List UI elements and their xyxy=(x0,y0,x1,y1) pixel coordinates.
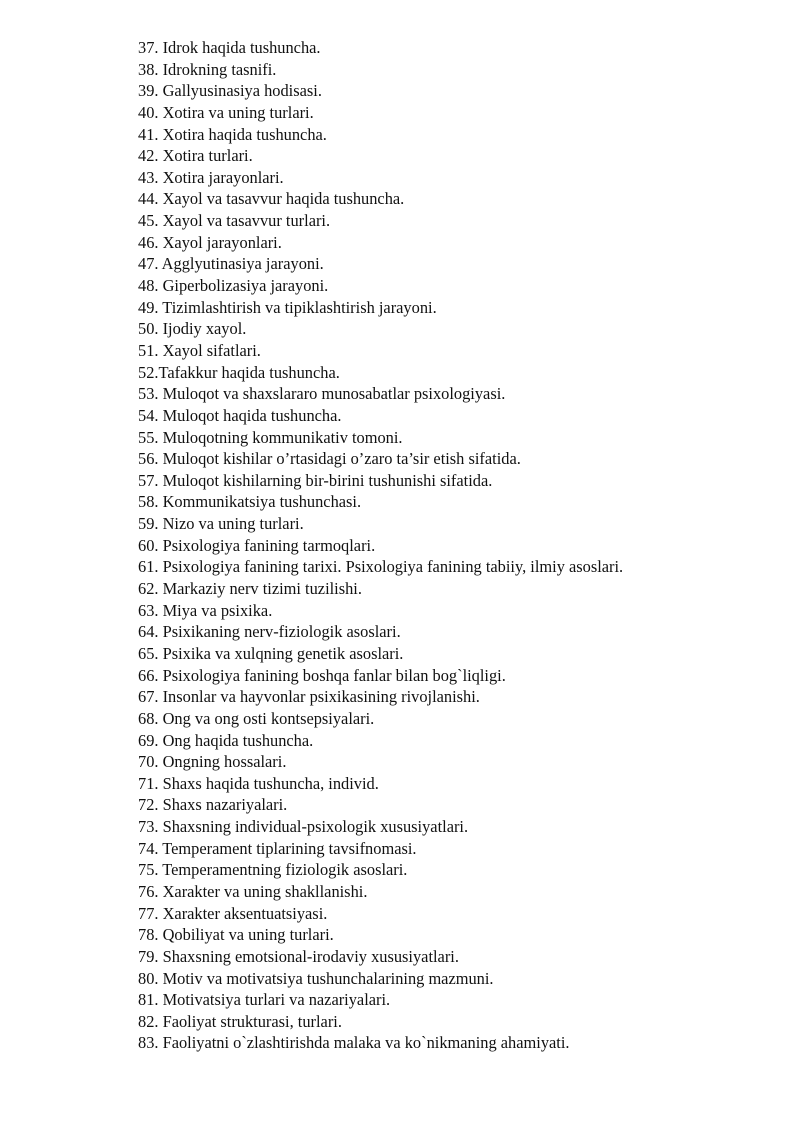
list-item: 44. Xayol va tasavvur haqida tushuncha. xyxy=(138,189,405,209)
list-item: 81. Motivatsiya turlari va nazariyalari. xyxy=(138,990,391,1010)
list-item: 37. Idrok haqida tushuncha. xyxy=(138,38,321,57)
list-item: 67. Insonlar va hayvonlar psixikasining rivojlanishi. xyxy=(138,687,480,707)
list-item: 72. Shaxs nazariyalari. xyxy=(138,795,288,815)
list-item: 78. Qobiliyat va uning turlari. xyxy=(138,925,334,945)
list-item: 43. Xotira jarayonlari. xyxy=(138,167,284,187)
list-item: 57. Muloqot kishilarning bir-birini tushunishi sifatida. xyxy=(138,470,493,490)
question-list xyxy=(138,37,623,1054)
list-item: 74. Temperament tiplarining tavsifnomasi. xyxy=(138,838,417,858)
list-item: 59. Nizo va uning turlari. xyxy=(138,514,304,534)
list-item: 61. Psixologiya fanining tarixi. Psixologiya fanining tabiiy, ilmiy asoslari. xyxy=(138,557,624,577)
list-item: 82. Faoliyat strukturasi, turlari. xyxy=(138,1011,342,1031)
list-item: 65. Psixika va xulqning genetik asoslari. xyxy=(138,643,404,663)
list-item: 71. Shaxs haqida tushuncha, individ. xyxy=(138,773,379,793)
list-item: 56. Muloqot kishilar o’rtasidagi o’zaro ta’sir etish sifatida. xyxy=(138,449,521,469)
list-item: 62. Markaziy nerv tizimi tuzilishi. xyxy=(138,579,362,599)
list-item: 83. Faoliyatni o`zlashtirishda malaka va ko`nikmaning ahamiyati. xyxy=(138,1033,570,1053)
list-item: 76. Xarakter va uning shakllanishi. xyxy=(138,881,368,901)
list-item: 54. Muloqot haqida tushuncha. xyxy=(138,405,342,425)
list-item: 41. Xotira haqida tushuncha. xyxy=(138,124,327,144)
list-item: 58. Kommunikatsiya tushunchasi. xyxy=(138,492,362,512)
list-item: 64. Psixikaning nerv-fiziologik asoslari. xyxy=(138,622,401,642)
list-item: 42. Xotira turlari. xyxy=(138,146,253,166)
list-item: 60. Psixologiya fanining tarmoqlari. xyxy=(138,535,376,555)
list-item: 50. Ijodiy xayol. xyxy=(138,319,247,339)
list-item: 38. Idrokning tasnifi. xyxy=(138,59,277,79)
list-item: 80. Motiv va motivatsiya tushunchalarining mazmuni. xyxy=(138,968,494,988)
list-item: 55. Muloqotning kommunikativ tomoni. xyxy=(138,427,403,447)
list-item: 75. Temperamentning fiziologik asoslari. xyxy=(138,860,408,880)
list-item: 45. Xayol va tasavvur turlari. xyxy=(138,211,331,231)
list-item: 48. Giperbolizasiya jarayoni. xyxy=(138,276,329,296)
list-item: 73. Shaxsning individual-psixologik xususiyatlari. xyxy=(138,817,469,837)
list-item: 69. Ong haqida tushuncha. xyxy=(138,730,314,750)
list-item: 51. Xayol sifatlari. xyxy=(138,340,261,360)
list-item: 77. Xarakter aksentuatsiyasi. xyxy=(138,903,328,923)
list-item: 47. Agglyutinasiya jarayoni. xyxy=(138,254,324,274)
list-item: 63. Miya va psixika. xyxy=(138,600,273,620)
list-item: 39. Gallyusinasiya hodisasi. xyxy=(138,81,322,101)
list-item: 52.Tafakkur haqida tushuncha. xyxy=(138,362,340,382)
list-item: 49. Tizimlashtirish va tipiklashtirish jarayoni. xyxy=(138,297,437,317)
list-item: 68. Ong va ong osti kontsepsiyalari. xyxy=(138,708,375,728)
list-item: 46. Xayol jarayonlari. xyxy=(138,232,282,252)
list-item: 79. Shaxsning emotsional-irodaviy xususiyatlari. xyxy=(138,946,459,966)
list-item: 66. Psixologiya fanining boshqa fanlar bilan bog`liqligi. xyxy=(138,665,506,685)
list-item: 53. Muloqot va shaxslararo munosabatlar psixologiyasi. xyxy=(138,384,506,404)
list-item: 40. Xotira va uning turlari. xyxy=(138,102,314,122)
list-item: 70. Ongning hossalari. xyxy=(138,752,287,772)
